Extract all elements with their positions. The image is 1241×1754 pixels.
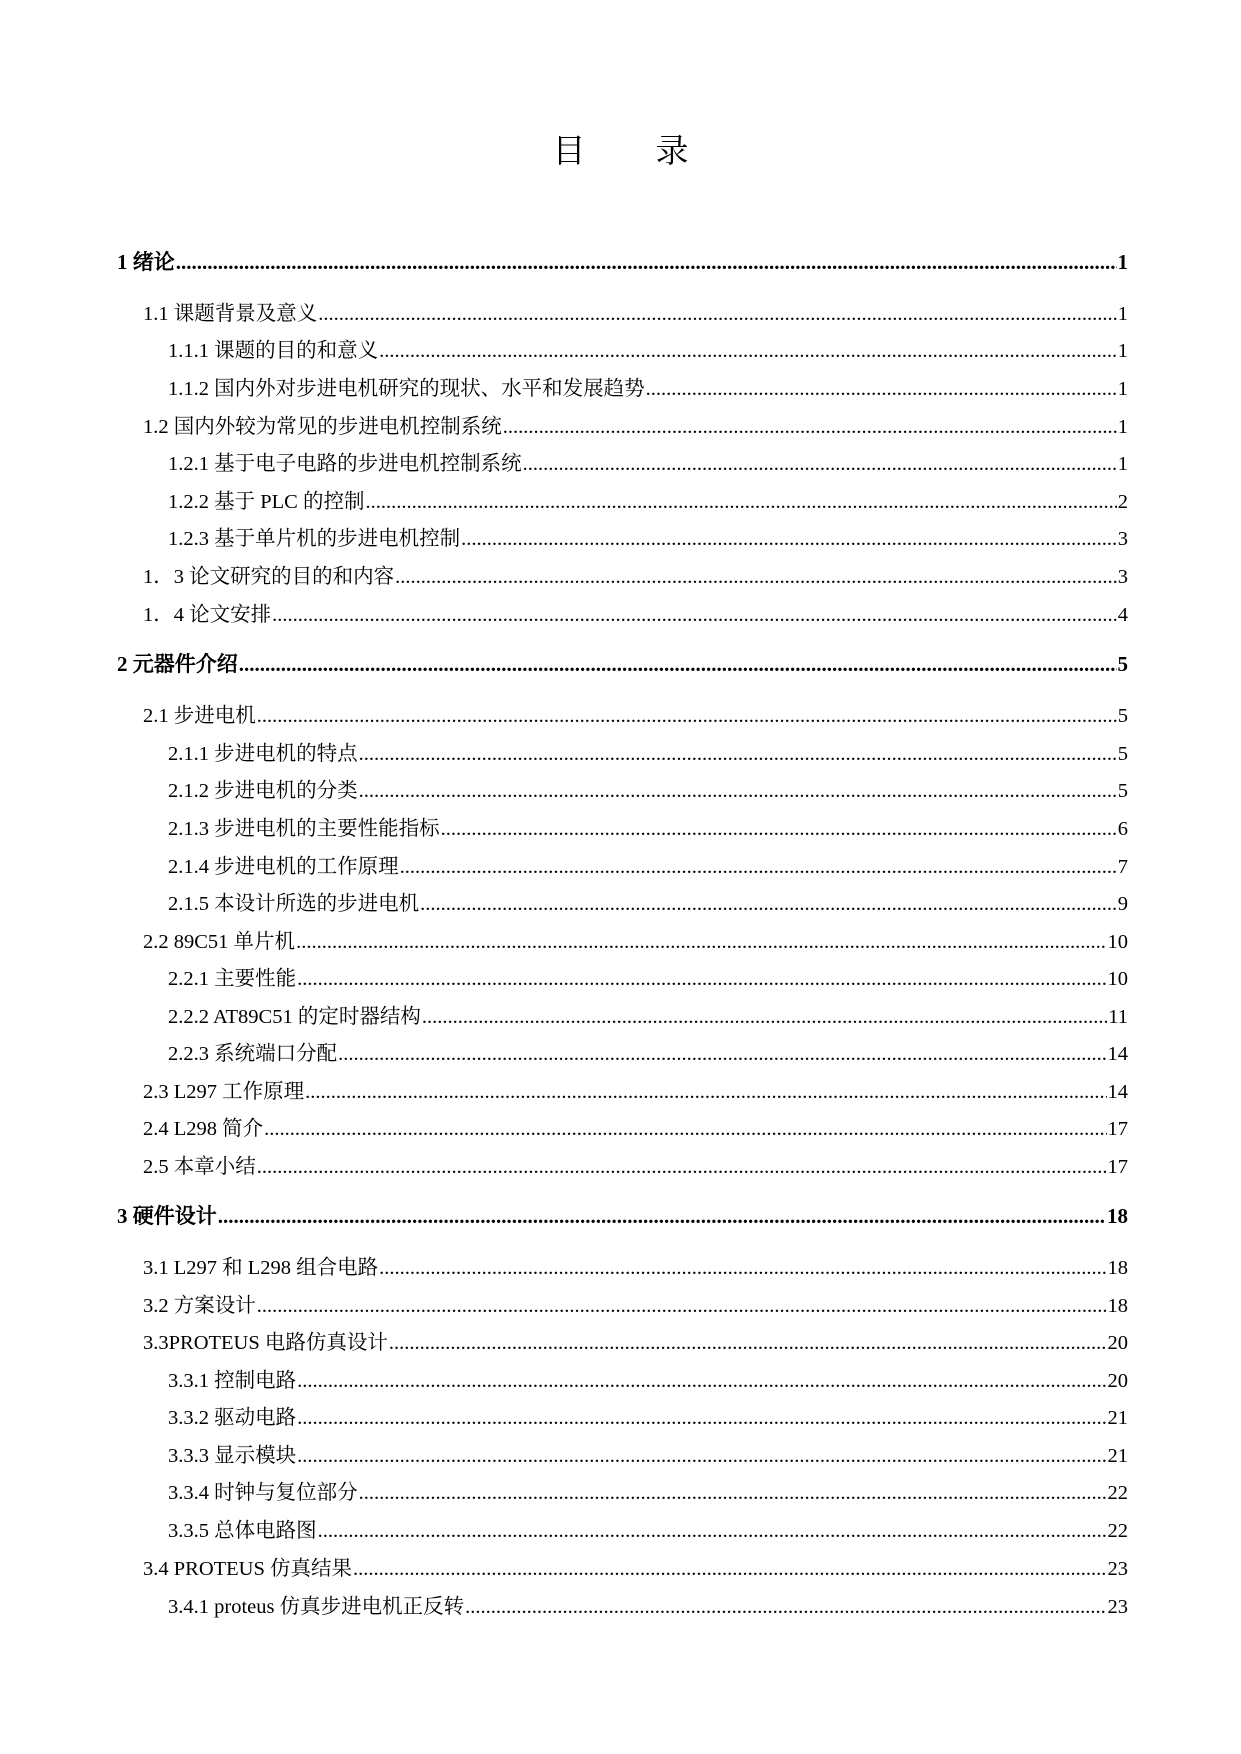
toc-entry-page: 22 — [1107, 1482, 1128, 1504]
toc-entry-page: 21 — [1107, 1407, 1128, 1429]
toc-leader-dots — [264, 1118, 1106, 1141]
toc-entry-page: 1 — [1117, 416, 1128, 438]
toc-entry-label: 3.4 PROTEUS 仿真结果 — [143, 1558, 353, 1580]
toc-leader-dots — [379, 1257, 1106, 1280]
toc-entry[interactable] — [143, 1149, 1128, 1179]
toc-leader-dots — [257, 705, 1117, 728]
toc-entry-page: 18 — [1107, 1295, 1128, 1317]
toc-entry[interactable] — [168, 961, 1128, 991]
toc-entry-label: 1.2.2 基于 PLC 的控制 — [168, 491, 365, 513]
toc-entry[interactable] — [168, 446, 1128, 476]
toc-leader-dots — [441, 818, 1117, 841]
toc-entry[interactable] — [143, 597, 1128, 627]
toc-entry-page: 5 — [1117, 705, 1128, 727]
toc-entry-page: 20 — [1107, 1332, 1128, 1354]
toc-leader-dots — [422, 1006, 1107, 1029]
toc-entry[interactable] — [168, 886, 1128, 916]
toc-entry[interactable] — [117, 648, 1128, 678]
toc-leader-dots — [523, 453, 1117, 476]
toc-entry[interactable] — [168, 1438, 1128, 1468]
toc-entry-label: 1.1.2 国内外对步进电机研究的现状、水平和发展趋势 — [168, 378, 645, 400]
toc-entry[interactable] — [143, 1551, 1128, 1581]
toc-entry[interactable] — [143, 1250, 1128, 1280]
toc-entry[interactable] — [168, 521, 1128, 551]
toc-entry-page: 1 — [1117, 340, 1128, 362]
toc-entry-label: 3.3.4 时钟与复位部分 — [168, 1482, 358, 1504]
toc-entry-page: 7 — [1117, 856, 1128, 878]
toc-entry-page: 1 — [1117, 453, 1128, 475]
toc-leader-dots — [176, 250, 1117, 275]
toc-entry-label: 2.1.2 步进电机的分类 — [168, 780, 358, 802]
toc-entry-page: 23 — [1107, 1558, 1128, 1580]
toc-entry[interactable] — [143, 698, 1128, 728]
toc-entry-label: 1.2.3 基于单片机的步进电机控制 — [168, 528, 461, 550]
toc-leader-dots — [395, 566, 1117, 589]
toc-leader-dots — [359, 780, 1117, 803]
toc-leader-dots — [297, 1370, 1106, 1393]
toc-entry-page: 14 — [1107, 1043, 1128, 1065]
toc-entry-label: 1.2 国内外较为常见的步进电机控制系统 — [143, 416, 502, 438]
toc-entry-page: 1 — [1117, 378, 1128, 400]
toc-entry-page: 3 — [1117, 566, 1128, 588]
toc-leader-dots — [218, 1204, 1106, 1229]
toc-leader-dots — [257, 1156, 1107, 1179]
toc-entry-label: 3.3.2 驱动电路 — [168, 1407, 297, 1429]
toc-leader-dots — [359, 743, 1117, 766]
toc-entry-label: 3.3.5 总体电路图 — [168, 1520, 317, 1542]
toc-entry[interactable] — [117, 246, 1128, 276]
toc-entry[interactable] — [143, 1325, 1128, 1355]
toc-entry[interactable] — [143, 559, 1128, 589]
toc-entry-label: 2.4 L298 简介 — [143, 1118, 264, 1140]
toc-entry-page: 10 — [1107, 968, 1128, 990]
toc-entry[interactable] — [143, 1288, 1128, 1318]
toc-entry-page: 5 — [1117, 652, 1128, 676]
toc-leader-dots — [257, 1295, 1107, 1318]
toc-title — [0, 125, 1241, 172]
toc-entry[interactable] — [168, 484, 1128, 514]
toc-entry-page: 10 — [1107, 931, 1128, 953]
toc-leader-dots — [389, 1332, 1107, 1355]
toc-leader-dots — [353, 1558, 1106, 1581]
toc-entry[interactable] — [168, 1589, 1128, 1619]
toc-entry-label: 2.2.2 AT89C51 的定时器结构 — [168, 1006, 421, 1028]
toc-entry[interactable] — [168, 1363, 1128, 1393]
toc-leader-dots — [318, 303, 1117, 326]
toc-entry[interactable] — [168, 811, 1128, 841]
toc-entry-label: 3.2 方案设计 — [143, 1295, 256, 1317]
toc-entry-page: 4 — [1117, 604, 1128, 626]
toc-entry-page: 17 — [1107, 1118, 1128, 1140]
toc-entry[interactable] — [168, 999, 1128, 1029]
toc-entry[interactable] — [168, 1400, 1128, 1430]
toc-entry-label: 1.1 课题背景及意义 — [143, 303, 318, 325]
toc-entry-page: 23 — [1107, 1596, 1128, 1618]
toc-leader-dots — [461, 528, 1117, 551]
toc-entry-label: 1 绪论 — [117, 250, 175, 274]
toc-leader-dots — [338, 1043, 1106, 1066]
toc-entry-label: 1.2.1 基于电子电路的步进电机控制系统 — [168, 453, 522, 475]
toc-entry-label: 2.1.4 步进电机的工作原理 — [168, 856, 399, 878]
toc-entry-page: 2 — [1117, 491, 1128, 513]
toc-leader-dots — [272, 604, 1117, 627]
toc-title-char-2: 录 — [655, 134, 689, 170]
toc-entry-label: 2.1 步进电机 — [143, 705, 256, 727]
toc-entry-label: 2 元器件介绍 — [117, 652, 238, 676]
toc-entry-page: 22 — [1107, 1520, 1128, 1542]
toc-entry[interactable] — [168, 1036, 1128, 1066]
toc-entry-page: 5 — [1117, 743, 1128, 765]
toc-entry-label: 3.1 L297 和 L298 组合电路 — [143, 1257, 379, 1279]
toc-leader-dots — [297, 1445, 1106, 1468]
toc-entry-label: 2.5 本章小结 — [143, 1156, 256, 1178]
toc-leader-dots — [297, 968, 1106, 991]
toc-entry-label: 1．3 论文研究的目的和内容 — [143, 566, 395, 588]
toc-leader-dots — [296, 931, 1106, 954]
toc-leader-dots — [465, 1596, 1106, 1619]
toc-leader-dots — [239, 652, 1117, 677]
toc-entry-label: 1.1.1 课题的目的和意义 — [168, 340, 379, 362]
toc-entry[interactable] — [168, 736, 1128, 766]
toc-entry-label: 2.2.3 系统端口分配 — [168, 1043, 338, 1065]
toc-entry-label: 3.3.1 控制电路 — [168, 1370, 297, 1392]
toc-entry[interactable] — [143, 296, 1128, 326]
toc-entry-label: 3 硬件设计 — [117, 1204, 217, 1228]
toc-title-char-1: 目 — [552, 134, 586, 170]
toc-entry-label: 2.1.1 步进电机的特点 — [168, 743, 358, 765]
toc-entry-label: 2.3 L297 工作原理 — [143, 1081, 305, 1103]
toc-leader-dots — [318, 1520, 1107, 1543]
toc-leader-dots — [359, 1482, 1107, 1505]
toc-leader-dots — [365, 491, 1116, 514]
toc-entry-page: 6 — [1117, 818, 1128, 840]
toc-entry-label: 2.1.3 步进电机的主要性能指标 — [168, 818, 440, 840]
toc-entry[interactable] — [168, 371, 1128, 401]
toc-entry-label: 3.3PROTEUS 电路仿真设计 — [143, 1332, 388, 1354]
toc-entry-label: 2.1.5 本设计所选的步进电机 — [168, 893, 420, 915]
toc-entry-page: 21 — [1107, 1445, 1128, 1467]
toc-entry-page: 17 — [1107, 1156, 1128, 1178]
toc-entry-page: 5 — [1117, 780, 1128, 802]
toc-entry-page: 11 — [1108, 1006, 1128, 1028]
toc-entry[interactable] — [143, 1074, 1128, 1104]
toc-leader-dots — [646, 378, 1117, 401]
toc-entry-page: 20 — [1107, 1370, 1128, 1392]
toc-entry[interactable] — [168, 333, 1128, 363]
toc-entry-page: 1 — [1117, 250, 1128, 274]
toc-entry[interactable] — [168, 1513, 1128, 1543]
toc-entry[interactable] — [168, 1475, 1128, 1505]
toc-leader-dots — [503, 416, 1117, 439]
toc-entry[interactable] — [143, 409, 1128, 439]
toc-entry-page: 14 — [1107, 1081, 1128, 1103]
toc-leader-dots — [297, 1407, 1106, 1430]
toc-entry[interactable] — [168, 849, 1128, 879]
toc-entry-label: 2.2.1 主要性能 — [168, 968, 297, 990]
toc-entry-page: 9 — [1117, 893, 1128, 915]
toc-entry-page: 1 — [1117, 303, 1128, 325]
toc-entry-label: 3.3.3 显示模块 — [168, 1445, 297, 1467]
toc-entry-label: 3.4.1 proteus 仿真步进电机正反转 — [168, 1596, 465, 1618]
toc-entry[interactable] — [117, 1200, 1128, 1230]
toc-leader-dots — [420, 893, 1117, 916]
toc-entry[interactable] — [143, 1111, 1128, 1141]
toc-entry-label: 2.2 89C51 单片机 — [143, 931, 296, 953]
toc-leader-dots — [379, 340, 1117, 363]
toc-entry[interactable] — [168, 773, 1128, 803]
toc-entry-page: 18 — [1107, 1257, 1128, 1279]
toc-entry-page: 3 — [1117, 528, 1128, 550]
toc-entry-page: 18 — [1107, 1204, 1128, 1228]
toc-leader-dots — [305, 1081, 1106, 1104]
toc-entry-label: 1．4 论文安排 — [143, 604, 272, 626]
toc-leader-dots — [400, 856, 1117, 879]
toc-entry[interactable] — [143, 924, 1128, 954]
